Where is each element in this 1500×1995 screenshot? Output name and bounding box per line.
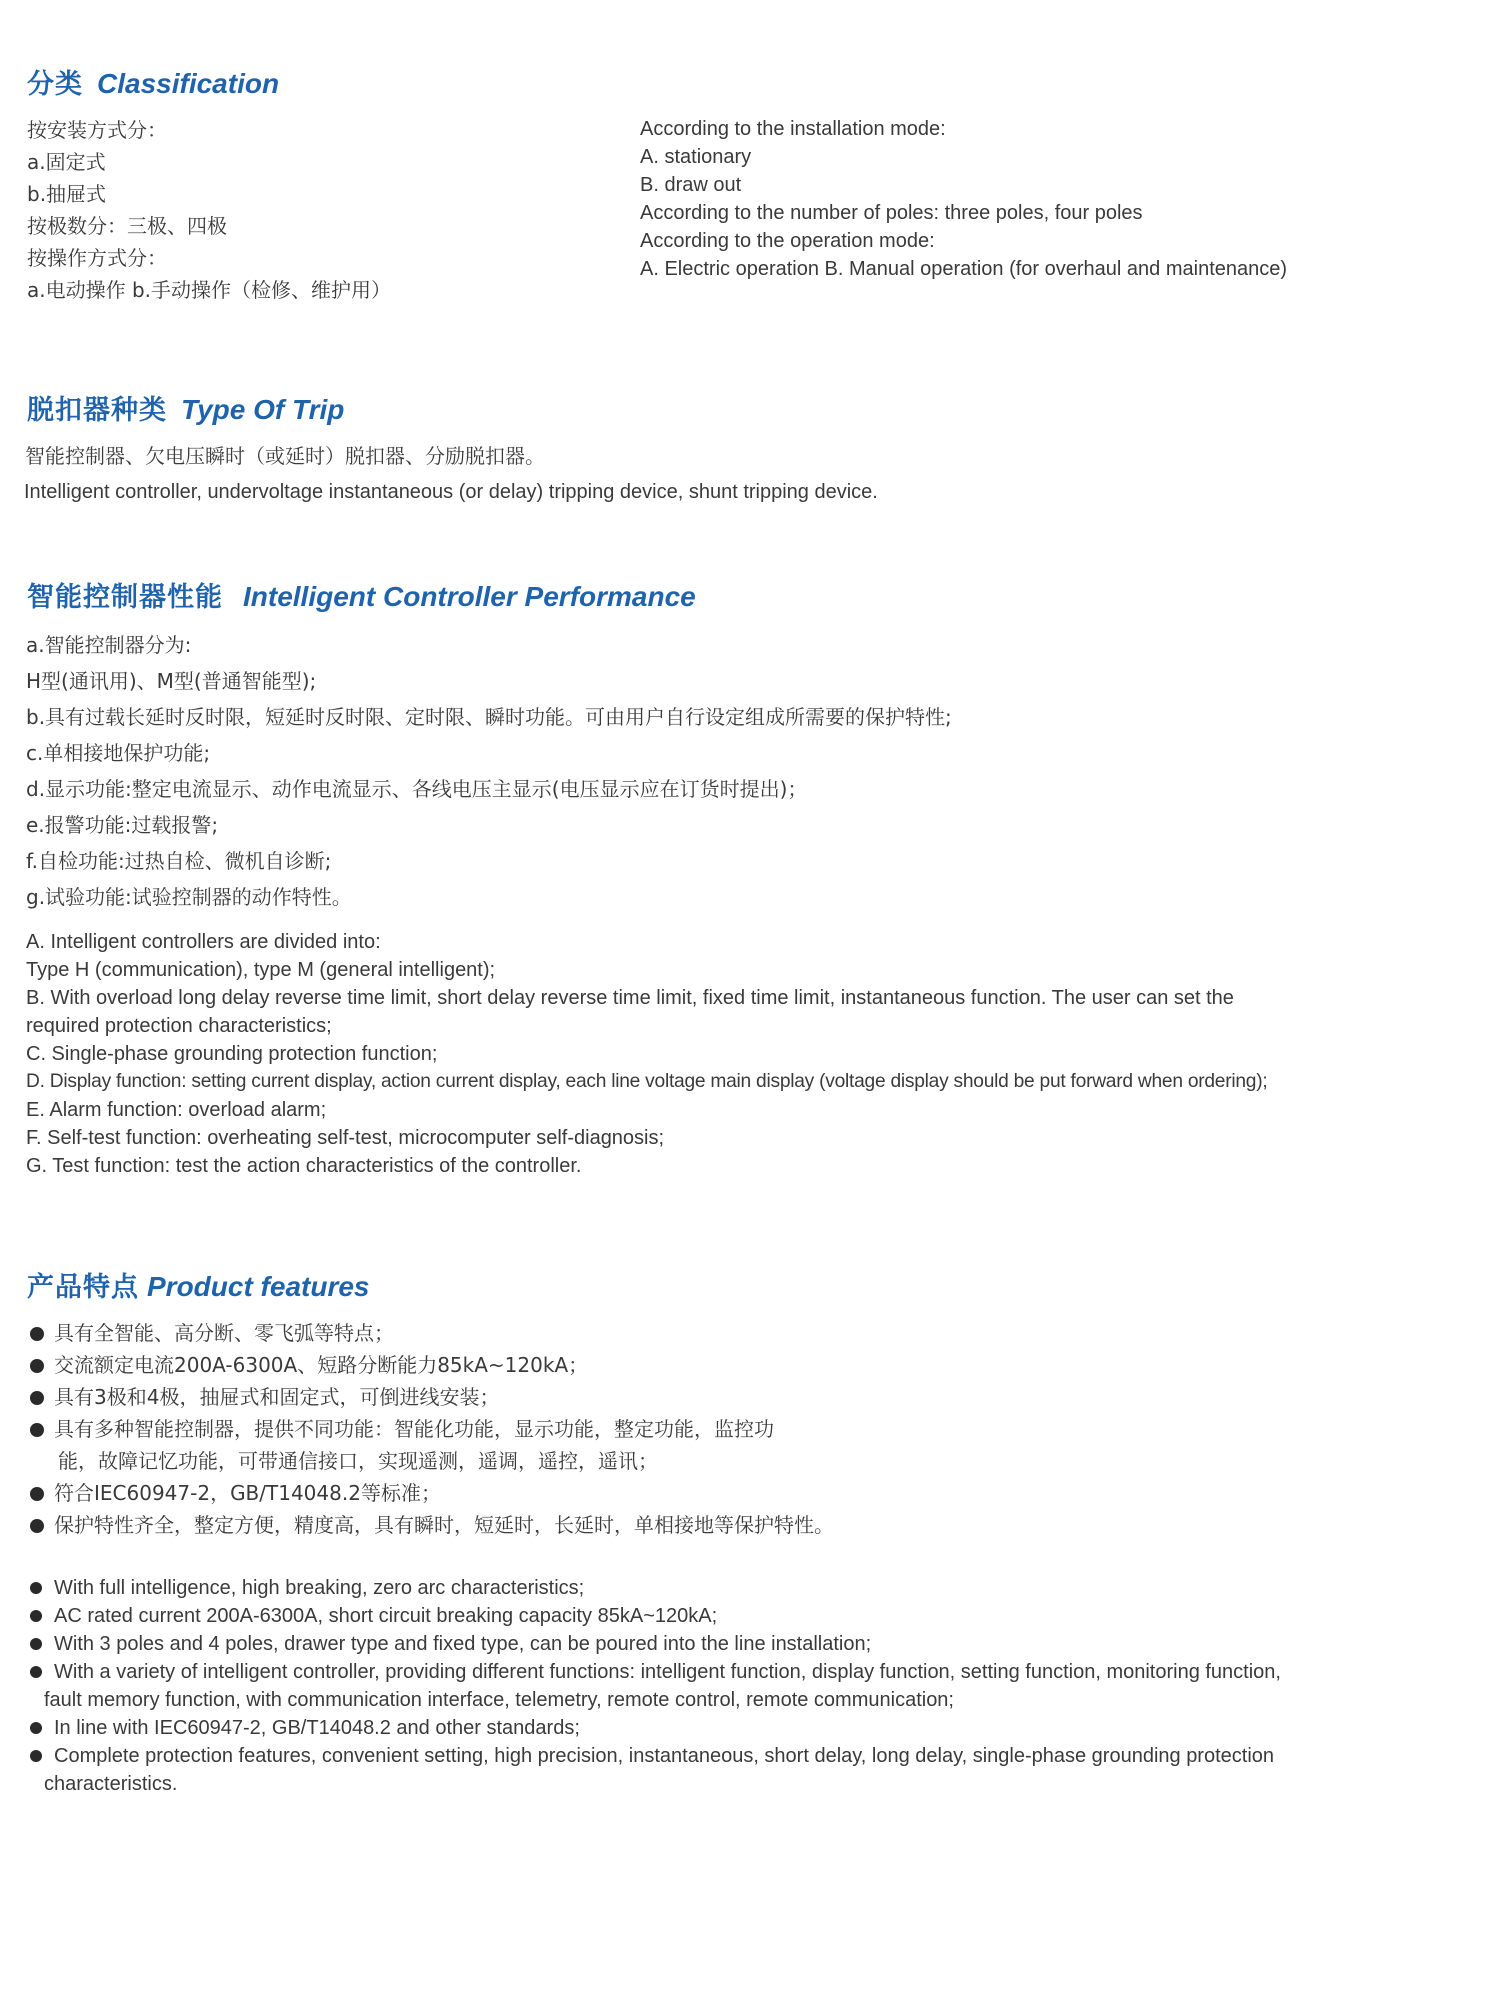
bullet-dot-icon — [30, 1610, 42, 1622]
controller-en-line: F. Self-test function: overheating self-test, microcomputer self-diagnosis; — [26, 1127, 665, 1149]
bullet-dot-icon — [30, 1638, 42, 1650]
controller-zh-line: e.报警功能:过载报警; — [26, 813, 219, 837]
features-en-text: With full intelligence, high breaking, zero arc characteristics; — [54, 1577, 585, 1599]
controller-zh-list — [26, 627, 952, 915]
features-en-item-continued — [26, 1686, 1281, 1714]
trip-zh-line: 智能控制器、欠电压瞬时（或延时）脱扣器、分励脱扣器。 — [25, 444, 545, 468]
features-en-text: characteristics. — [44, 1773, 178, 1795]
features-en-item — [26, 1742, 1281, 1770]
trip-title-zh: 脱扣器种类 — [27, 395, 167, 426]
classification-heading — [27, 62, 279, 101]
classification-zh-line: a.固定式 — [27, 150, 106, 174]
bullet-dot-icon — [30, 1519, 44, 1533]
classification-zh-line: b.抽屉式 — [27, 182, 107, 206]
features-zh-text: 具有3极和4极，抽屉式和固定式，可倒进线安装； — [54, 1385, 500, 1409]
features-zh-text: 符合IEC60947-2，GB/T14048.2等标准； — [54, 1481, 441, 1505]
features-zh-text: 保护特性齐全，整定方便，精度高，具有瞬时，短延时，长延时，单相接地等保护特性。 — [54, 1513, 834, 1537]
features-en-item — [26, 1574, 1281, 1602]
controller-title-zh: 智能控制器性能 — [27, 582, 223, 613]
controller-en-line: G. Test function: test the action characteristics of the controller. — [26, 1155, 582, 1177]
features-en-text: In line with IEC60947-2, GB/T14048.2 and other standards; — [54, 1717, 580, 1739]
classification-title-zh: 分类 — [27, 69, 83, 100]
bullet-dot-icon — [30, 1666, 42, 1678]
classification-zh-line: 按安装方式分： — [27, 118, 167, 142]
controller-en-list — [26, 928, 1267, 1180]
trip-title-en: Type Of Trip — [181, 394, 345, 425]
classification-zh-line: 按极数分：三极、四极 — [27, 214, 227, 238]
classification-zh-line: 按操作方式分： — [27, 246, 167, 270]
trip-en-list — [24, 478, 878, 506]
trip-heading — [27, 388, 344, 427]
features-en-text: Complete protection features, convenient setting, high precision, instantaneous, short delay, long delay, single-phase grounding protection — [54, 1745, 1275, 1767]
features-zh-text: 交流额定电流200A-6300A、短路分断能力85kA~120kA； — [54, 1353, 589, 1377]
classification-en-line: According to the operation mode: — [640, 230, 935, 252]
bullet-dot-icon — [30, 1423, 44, 1437]
features-en-text: fault memory function, with communication interface, telemetry, remote control, remote communication; — [44, 1689, 954, 1711]
bullet-dot-icon — [30, 1487, 44, 1501]
features-heading — [27, 1265, 370, 1304]
bullet-dot-icon — [30, 1359, 44, 1373]
features-zh-item-continued — [26, 1445, 834, 1477]
controller-zh-line: a.智能控制器分为: — [26, 633, 192, 657]
features-en-item-continued — [26, 1770, 1281, 1798]
controller-zh-line: g.试验功能:试验控制器的动作特性。 — [26, 885, 352, 909]
classification-en-line: According to the installation mode: — [640, 118, 946, 140]
classification-en-line: According to the number of poles: three poles, four poles — [640, 202, 1143, 224]
controller-zh-line: H型(通讯用)、M型(普通智能型); — [26, 669, 317, 693]
classification-zh-list — [27, 114, 391, 306]
features-en-item — [26, 1630, 1281, 1658]
controller-en-line: B. With overload long delay reverse time limit, short delay reverse time limit, fixed time limit, instantaneous function. The user can set the — [26, 987, 1234, 1009]
features-zh-item — [26, 1317, 834, 1349]
features-title-en: Product features — [147, 1271, 370, 1302]
features-zh-text: 能，故障记忆功能，可带通信接口，实现遥测，遥调，遥控，遥讯； — [58, 1449, 658, 1473]
controller-title-en: Intelligent Controller Performance — [243, 581, 696, 612]
bullet-dot-icon — [30, 1750, 42, 1762]
controller-en-line: D. Display function: setting current display, action current display, each line voltage main display (voltage display should be put forward when ordering); — [26, 1071, 1268, 1092]
controller-en-line: E. Alarm function: overload alarm; — [26, 1099, 327, 1121]
controller-en-line: required protection characteristics; — [26, 1015, 332, 1037]
features-en-item — [26, 1714, 1281, 1742]
classification-en-line: A. Electric operation B. Manual operation (for overhaul and maintenance) — [640, 258, 1288, 280]
classification-en-line: B. draw out — [640, 174, 742, 196]
classification-en-list — [640, 115, 1287, 283]
features-zh-item — [26, 1509, 834, 1541]
controller-zh-line: f.自检功能:过热自检、微机自诊断; — [26, 849, 332, 873]
features-zh-item — [26, 1349, 834, 1381]
controller-zh-line: d.显示功能:整定电流显示、动作电流显示、各线电压主显示(电压显示应在订货时提出)； — [26, 777, 808, 801]
features-zh-list — [26, 1317, 834, 1541]
bullet-dot-icon — [30, 1391, 44, 1405]
features-zh-text: 具有多种智能控制器，提供不同功能：智能化功能，显示功能，整定功能，监控功 — [54, 1417, 774, 1441]
features-en-list — [26, 1574, 1281, 1798]
features-en-text: With 3 poles and 4 poles, drawer type and fixed type, can be poured into the line installation; — [54, 1633, 872, 1655]
controller-en-line: Type H (communication), type M (general intelligent); — [26, 959, 496, 981]
controller-en-line: A. Intelligent controllers are divided into: — [26, 931, 381, 953]
bullet-dot-icon — [30, 1327, 44, 1341]
classification-en-line: A. stationary — [640, 146, 752, 168]
features-zh-text: 具有全智能、高分断、零飞弧等特点； — [54, 1321, 394, 1345]
bullet-dot-icon — [30, 1582, 42, 1594]
controller-zh-line: b.具有过载长延时反时限，短延时反时限、定时限、瞬时功能。可由用户自行设定组成所需要的保护特性; — [26, 705, 952, 729]
trip-en-line: Intelligent controller, undervoltage instantaneous (or delay) tripping device, shunt tripping device. — [24, 481, 878, 503]
features-zh-item — [26, 1477, 834, 1509]
bullet-dot-icon — [30, 1722, 42, 1734]
features-en-item — [26, 1602, 1281, 1630]
controller-zh-line: c.单相接地保护功能; — [26, 741, 211, 765]
features-en-item — [26, 1658, 1281, 1686]
controller-en-line: C. Single-phase grounding protection function; — [26, 1043, 438, 1065]
controller-heading — [27, 575, 696, 614]
features-zh-item — [26, 1381, 834, 1413]
classification-title-en: Classification — [97, 68, 280, 99]
features-en-text: AC rated current 200A-6300A, short circuit breaking capacity 85kA~120kA; — [54, 1605, 718, 1627]
features-title-zh: 产品特点 — [27, 1272, 139, 1303]
trip-zh-list — [25, 440, 545, 472]
classification-zh-line: a.电动操作 b.手动操作（检修、维护用） — [27, 278, 392, 302]
features-en-text: With a variety of intelligent controller, providing different functions: intelligent function, display function, setting function, monitoring function, — [54, 1661, 1281, 1683]
features-zh-item — [26, 1413, 834, 1445]
